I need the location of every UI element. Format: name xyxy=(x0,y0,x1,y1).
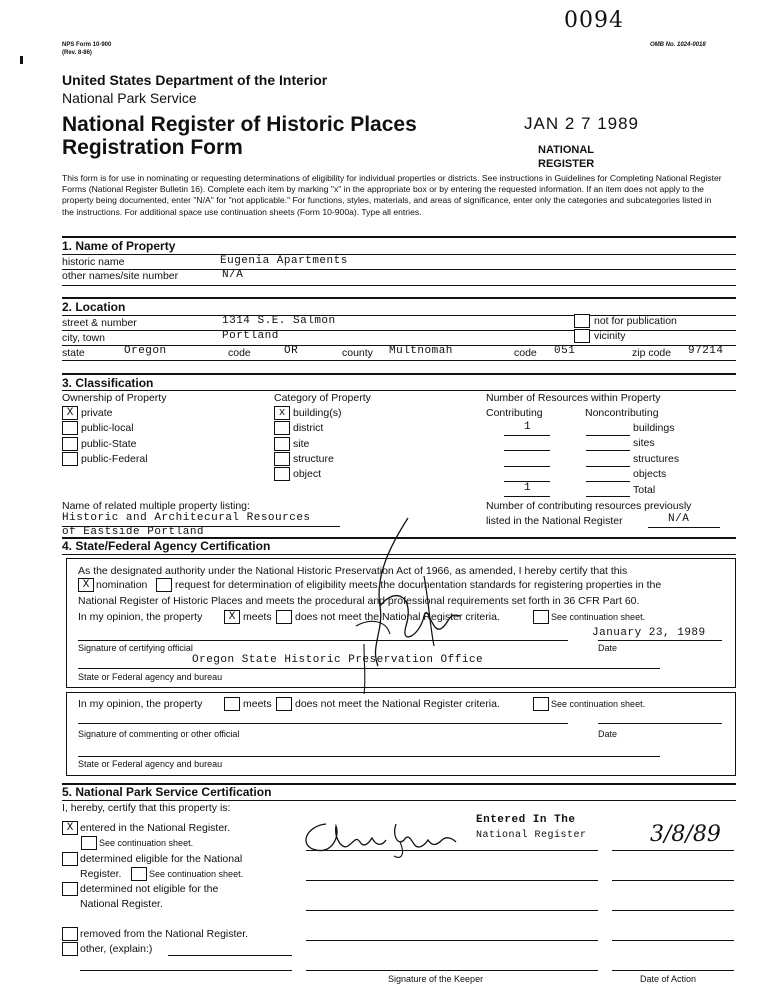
determined-eligible-label-1: determined eligible for the National xyxy=(80,853,243,865)
entered-stamp-line1: Entered In The xyxy=(476,814,576,826)
category-site-label: site xyxy=(293,438,310,450)
rule xyxy=(586,496,630,497)
category-structure-checkbox[interactable] xyxy=(274,452,290,466)
rule xyxy=(598,640,722,641)
meets2-checkbox[interactable] xyxy=(224,697,240,711)
rule xyxy=(598,723,722,724)
commenting-date-label: Date xyxy=(598,729,618,739)
keeper-signature xyxy=(296,816,476,860)
rule xyxy=(62,254,736,255)
city-value[interactable]: Portland xyxy=(222,330,279,342)
ownership-private-checkbox[interactable]: X xyxy=(62,406,78,420)
opinion2-label: In my opinion, the property xyxy=(78,698,203,710)
rule xyxy=(306,910,598,911)
agency-value[interactable]: Oregon State Historic Preservation Office xyxy=(192,654,484,666)
handwritten-file-number: 0094 xyxy=(564,8,624,33)
county-value[interactable]: Multnomah xyxy=(389,345,453,357)
determined-not-eligible-label-2: National Register. xyxy=(80,898,163,910)
commenting-signature-label: Signature of commenting or other official xyxy=(78,729,240,739)
category-object-label: object xyxy=(293,468,322,480)
opinion-label: In my opinion, the property xyxy=(78,611,203,623)
entered-continuation-label: See continuation sheet. xyxy=(99,838,194,848)
does-not-meet-label: does not meet the National Register criteria. xyxy=(295,611,500,623)
ownership-public-federal-label: public-Federal xyxy=(81,453,148,465)
rule xyxy=(306,850,598,851)
continuation-sheet2-label: See continuation sheet. xyxy=(551,699,646,709)
rule xyxy=(62,390,736,391)
county-code-value[interactable]: 051 xyxy=(554,345,576,357)
certifying-official-signature xyxy=(320,516,500,696)
form-instructions: This form is for use in nominating or requesting determinations of eligibility for individual properties or districts. See instructions in Guidelines for Completing National Register Forms (National Register Bulletin 16). Complete each item by marking "x" in the appropriate box or by entering the requested information. If an item does not apply to the property being documented, enter "N/A" for "not applicable." For functions, styles, materials, and areas of significance, enter only the categories and subcategories listed in the instructions. For additional space use continuation sheets (Form 10-900a). Type all entries. xyxy=(62,173,722,217)
meets2-label: meets xyxy=(243,698,272,710)
multiple-listing-value-1[interactable]: Historic and Architecural Resources xyxy=(62,512,311,524)
request-determination-checkbox[interactable] xyxy=(156,578,172,592)
contributing-total-value[interactable]: 1 xyxy=(524,482,532,494)
rule xyxy=(612,940,734,941)
section2-heading: 2. Location xyxy=(62,300,126,314)
request-determination-label: request for determination of eligibility meets the documentation standards for registering properties in the xyxy=(175,579,662,591)
form-revision: (Rev. 8-86) xyxy=(62,50,92,56)
rule xyxy=(306,880,598,881)
agency2-label: State or Federal agency and bureau xyxy=(78,759,223,769)
section5-heading: 5. National Park Service Certification xyxy=(62,785,272,799)
determined-eligible-checkbox[interactable] xyxy=(62,852,78,866)
noncontributing-heading: Noncontributing xyxy=(585,407,659,419)
resource-buildings-label: buildings xyxy=(633,422,675,434)
resources-heading: Number of Resources within Property xyxy=(486,392,661,404)
contributing-heading: Contributing xyxy=(486,407,543,419)
rule xyxy=(504,466,550,467)
determined-not-eligible-checkbox[interactable] xyxy=(62,882,78,896)
state-label: state xyxy=(62,347,85,359)
continuation-sheet2-checkbox[interactable] xyxy=(533,697,549,711)
other-names-label: other names/site number xyxy=(62,270,179,282)
rule xyxy=(168,955,292,956)
category-structure-label: structure xyxy=(293,453,334,465)
contributing-buildings-value[interactable]: 1 xyxy=(524,421,532,433)
state-value[interactable]: Oregon xyxy=(124,345,167,357)
does-not-meet2-label: does not meet the National Register criteria. xyxy=(295,698,500,710)
agency-label: State or Federal agency and bureau xyxy=(78,672,223,682)
action-date-value: 3/8/89 xyxy=(650,822,721,847)
rule xyxy=(612,970,734,971)
category-site-checkbox[interactable] xyxy=(274,437,290,451)
form-title-line2: Registration Form xyxy=(62,136,243,159)
entered-continuation-checkbox[interactable] xyxy=(81,836,97,850)
eligible-continuation-label: See continuation sheet. xyxy=(149,869,244,879)
rule xyxy=(306,940,598,941)
section3-heading: 3. Classification xyxy=(62,376,154,390)
rule xyxy=(586,435,630,436)
resource-total-label: Total xyxy=(633,484,656,496)
ownership-public-state-checkbox[interactable] xyxy=(62,437,78,451)
zip-label: zip code xyxy=(632,347,672,359)
rule xyxy=(648,527,720,528)
vicinity-label: vicinity xyxy=(594,330,626,342)
city-label: city, town xyxy=(62,332,105,344)
continuation-sheet-checkbox[interactable] xyxy=(533,610,549,624)
historic-name-label: historic name xyxy=(62,256,125,268)
entered-stamp-line2: National Register xyxy=(476,830,587,841)
department-name: United States Department of the Interior xyxy=(62,72,328,88)
street-label: street & number xyxy=(62,317,137,329)
resource-objects-label: objects xyxy=(633,468,667,480)
multiple-listing-label: Name of related multiple property listing: xyxy=(62,500,250,512)
removed-checkbox[interactable] xyxy=(62,927,78,941)
margin-mark xyxy=(20,56,23,64)
rule xyxy=(62,800,736,801)
street-value[interactable]: 1314 S.E. Salmon xyxy=(222,315,336,327)
section3-top-rule xyxy=(62,373,736,375)
removed-label: removed from the National Register. xyxy=(80,928,249,940)
resource-structures-label: structures xyxy=(633,453,680,465)
rule xyxy=(612,880,734,881)
category-building-checkbox[interactable]: x xyxy=(274,406,290,420)
received-stamp-line2: REGISTER xyxy=(538,158,595,170)
ownership-public-local-label: public-local xyxy=(81,422,134,434)
state-code-label: code xyxy=(228,347,251,359)
ownership-public-state-label: public-State xyxy=(81,438,137,450)
date-of-action-label: Date of Action xyxy=(640,974,697,984)
received-date-stamp: JAN 2 7 1989 xyxy=(524,114,640,133)
does-not-meet-checkbox[interactable] xyxy=(276,610,292,624)
service-name: National Park Service xyxy=(62,90,197,106)
previously-listed-label-2: listed in the National Register xyxy=(486,515,623,527)
section1-top-rule xyxy=(62,236,736,238)
ownership-public-federal-checkbox[interactable] xyxy=(62,452,78,466)
nomination-checkbox[interactable]: X xyxy=(78,578,94,592)
nomination-label: nomination xyxy=(96,579,148,591)
county-code-label: code xyxy=(514,347,537,359)
determined-eligible-label-2: Register. xyxy=(80,868,122,880)
entered-label: entered in the National Register. xyxy=(80,822,231,834)
rule xyxy=(62,330,736,331)
certification-text-line3: National Register of Historic Places and meets the procedural and professional requirements set forth in 36 CFR Part 60. xyxy=(78,595,640,607)
not-for-publication-checkbox[interactable] xyxy=(574,314,590,328)
ownership-heading: Ownership of Property xyxy=(62,392,167,404)
continuation-sheet-label: See continuation sheet. xyxy=(551,612,646,622)
rule xyxy=(586,466,630,467)
county-label: county xyxy=(342,347,373,359)
meets-label: meets xyxy=(243,611,272,623)
previously-listed-value[interactable]: N/A xyxy=(668,513,690,525)
nps-certify-text: I, hereby, certify that this property is: xyxy=(62,802,231,814)
rule xyxy=(62,360,736,361)
ownership-private-label: private xyxy=(81,407,113,419)
category-district-checkbox[interactable] xyxy=(274,421,290,435)
determined-not-eligible-label-1: determined not eligible for the xyxy=(80,883,219,895)
form-title-line1: National Register of Historic Places xyxy=(62,113,417,136)
rule xyxy=(62,285,736,286)
does-not-meet2-checkbox[interactable] xyxy=(276,697,292,711)
certifying-signature-label: Signature of certifying official xyxy=(78,643,193,653)
rule xyxy=(504,435,550,436)
certification-date-label: Date xyxy=(598,643,618,653)
category-heading: Category of Property xyxy=(274,392,371,404)
section1-heading: 1. Name of Property xyxy=(62,239,176,253)
not-for-publication-label: not for publication xyxy=(594,315,677,327)
meets-checkbox[interactable]: X xyxy=(224,610,240,624)
other-names-value[interactable]: N/A xyxy=(222,269,244,281)
resource-sites-label: sites xyxy=(633,437,655,449)
rule xyxy=(80,970,292,971)
rule xyxy=(586,450,630,451)
rule xyxy=(504,496,550,497)
category-object-checkbox[interactable] xyxy=(274,467,290,481)
ownership-public-local-checkbox[interactable] xyxy=(62,421,78,435)
category-building-label: building(s) xyxy=(293,407,342,419)
previously-listed-label-1: Number of contributing resources previously xyxy=(486,500,692,512)
rule xyxy=(78,723,568,724)
other-checkbox[interactable] xyxy=(62,942,78,956)
certification-text-line1: As the designated authority under the National Historic Preservation Act of 1966, as amended, I hereby certify that this xyxy=(78,565,628,577)
section4-heading: 4. State/Federal Agency Certification xyxy=(62,539,271,553)
zip-value[interactable]: 97214 xyxy=(688,345,724,357)
certification-date-value[interactable]: January 23, 1989 xyxy=(592,627,706,639)
section2-top-rule xyxy=(62,297,736,299)
omb-number: OMB No. 1024-0018 xyxy=(650,42,706,48)
rule xyxy=(612,850,734,851)
received-stamp-line1: NATIONAL xyxy=(538,144,595,156)
rule xyxy=(586,481,630,482)
historic-name-value[interactable]: Eugenia Apartments xyxy=(220,255,348,267)
rule xyxy=(78,756,660,757)
other-label: other, (explain:) xyxy=(80,943,153,955)
form-number: NPS Form 10-900 xyxy=(62,42,112,48)
multiple-listing-value-2[interactable]: of Eastside Portland xyxy=(62,526,205,537)
rule xyxy=(504,450,550,451)
state-code-value[interactable]: OR xyxy=(284,345,299,357)
keeper-signature-label: Signature of the Keeper xyxy=(388,974,484,984)
category-district-label: district xyxy=(293,422,324,434)
rule xyxy=(612,910,734,911)
entered-checkbox[interactable]: X xyxy=(62,821,78,835)
vicinity-checkbox[interactable] xyxy=(574,329,590,343)
eligible-continuation-checkbox[interactable] xyxy=(131,867,147,881)
rule xyxy=(306,970,598,971)
